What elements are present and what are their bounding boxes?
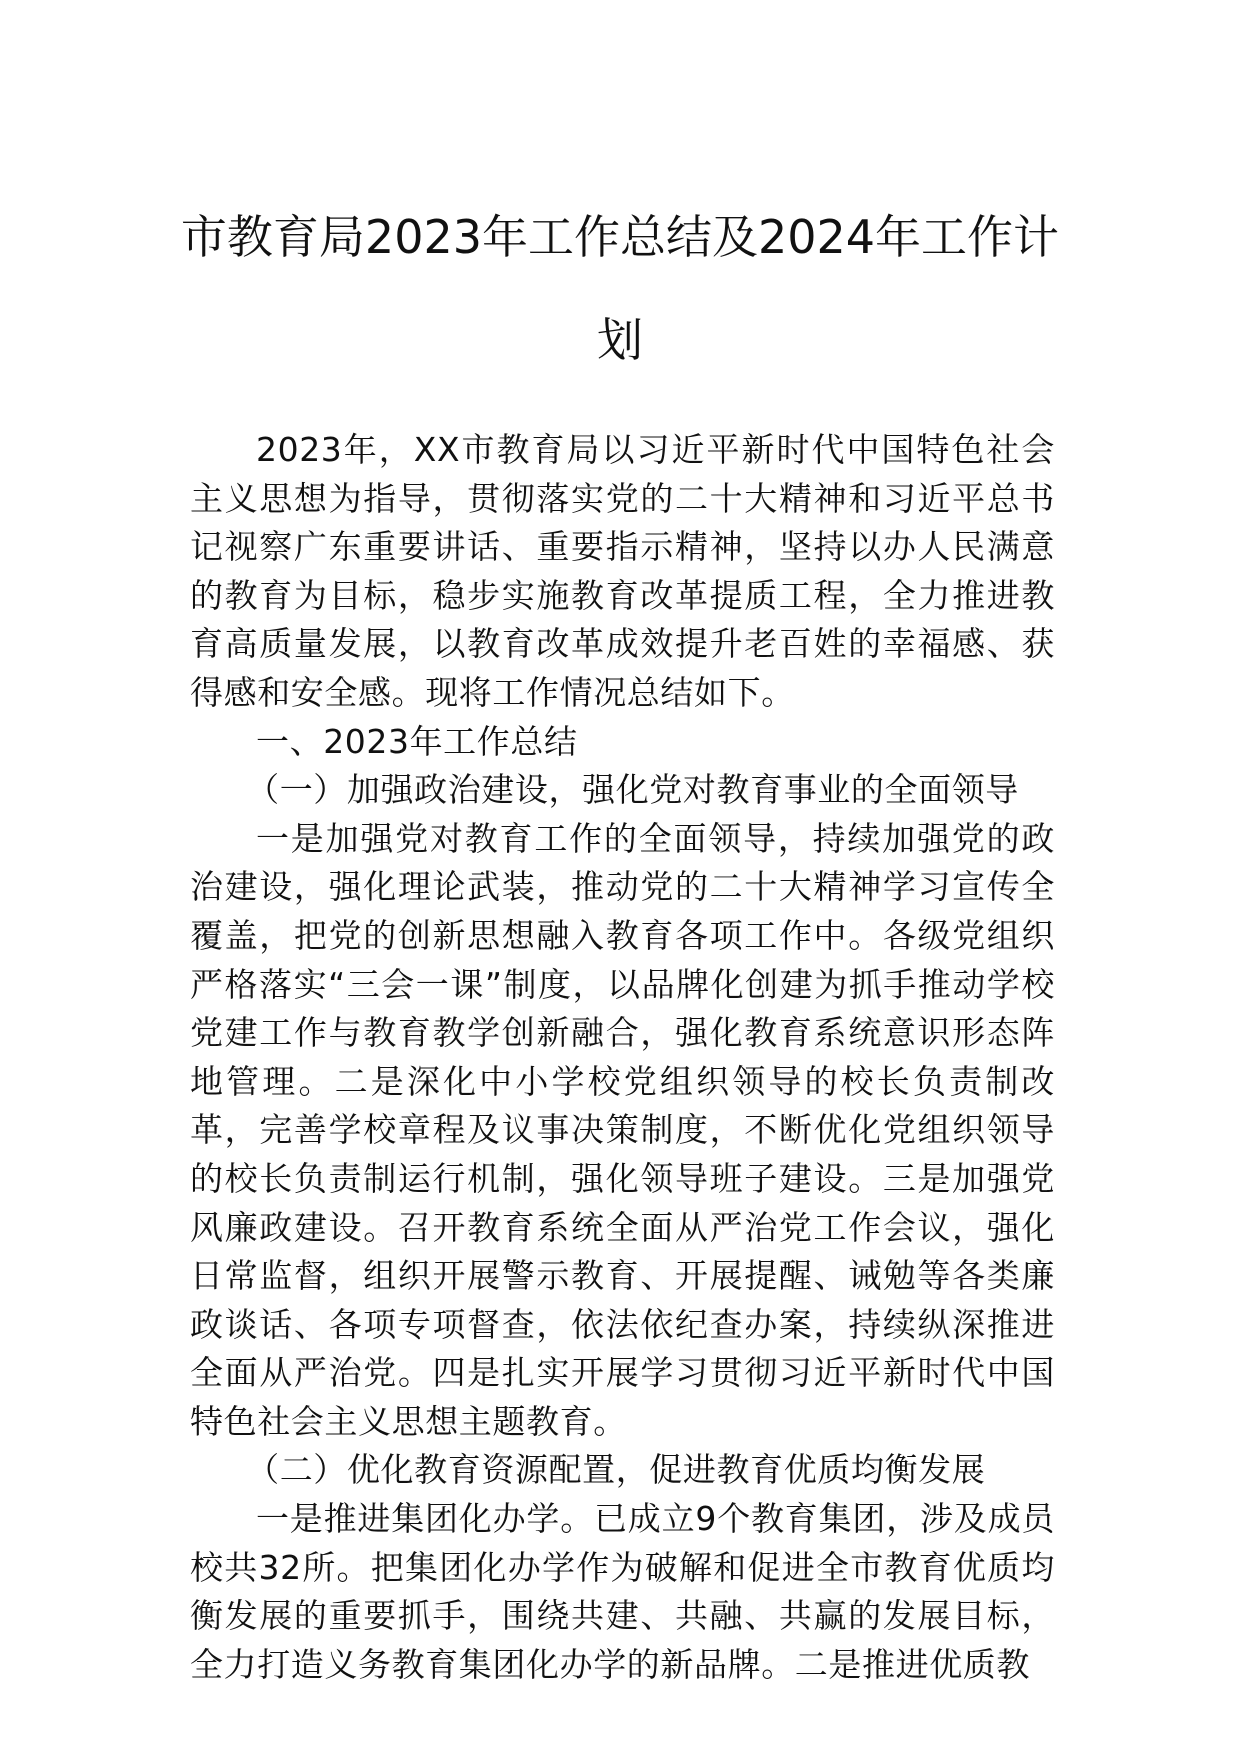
document-title: 市教育局2023年工作总结及2024年工作计划 xyxy=(180,210,1060,367)
section-heading-1: 一、2023年工作总结 xyxy=(256,721,578,761)
subsection-heading-1: （一）加强政治建设，强化党对教育事业的全面领导 xyxy=(246,770,1019,810)
intro-paragraph: 2023年，XX市教育局以习近平新时代中国特色社会主义思想为指导，贯彻落实党的二十大精神和习近平总书记视察广东重要讲话、重要指示精神，坚持以办人民满意的教育为目标，稳步实施教育改革提质工程，全力推进教育高质量发展，以教育改革成效提升老百姓的幸福感、获得感和安全感。现将工作情况总结如下。 xyxy=(190,430,1055,712)
subsection-2-paragraph: 一是推进集团化办学。已成立9个教育集团，涉及成员校共32所。把集团化办学作为破解和促进全市教育优质均衡发展的重要抓手，围绕共建、共融、共赢的发展目标，全力打造义务教育集团化办学的新品牌。二是推进优质教 xyxy=(190,1499,1055,1684)
subsection-1-paragraph: 一是加强党对教育工作的全面领导，持续加强党的政治建设，强化理论武装，推动党的二十大精神学习宣传全覆盖，把党的创新思想融入教育各项工作中。各级党组织严格落实“三会一课”制度，以品牌化创建为抓手推动学校党建工作与教育教学创新融合，强化教育系统意识形态阵地管理。二是深化中小学校党组织领导的校长负责制改革，完善学校章程及议事决策制度，不断优化党组织领导的校长负责制运行机制，强化领导班子建设。三是加强党风廉政建设。召开教育系统全面从严治党工作会议，强化日常监督，组织开展警示教育、开展提醒、诫勉等各类廉政谈话、各项专项督查，依法依纪查办案，持续纵深推进全面从严治党。四是扎实开展学习贯彻习近平新时代中国特色社会主义思想主题教育。 xyxy=(190,818,1055,1441)
subsection-heading-2: （二）优化教育资源配置，促进教育优质均衡发展 xyxy=(246,1450,986,1490)
document-body xyxy=(190,426,1055,1689)
